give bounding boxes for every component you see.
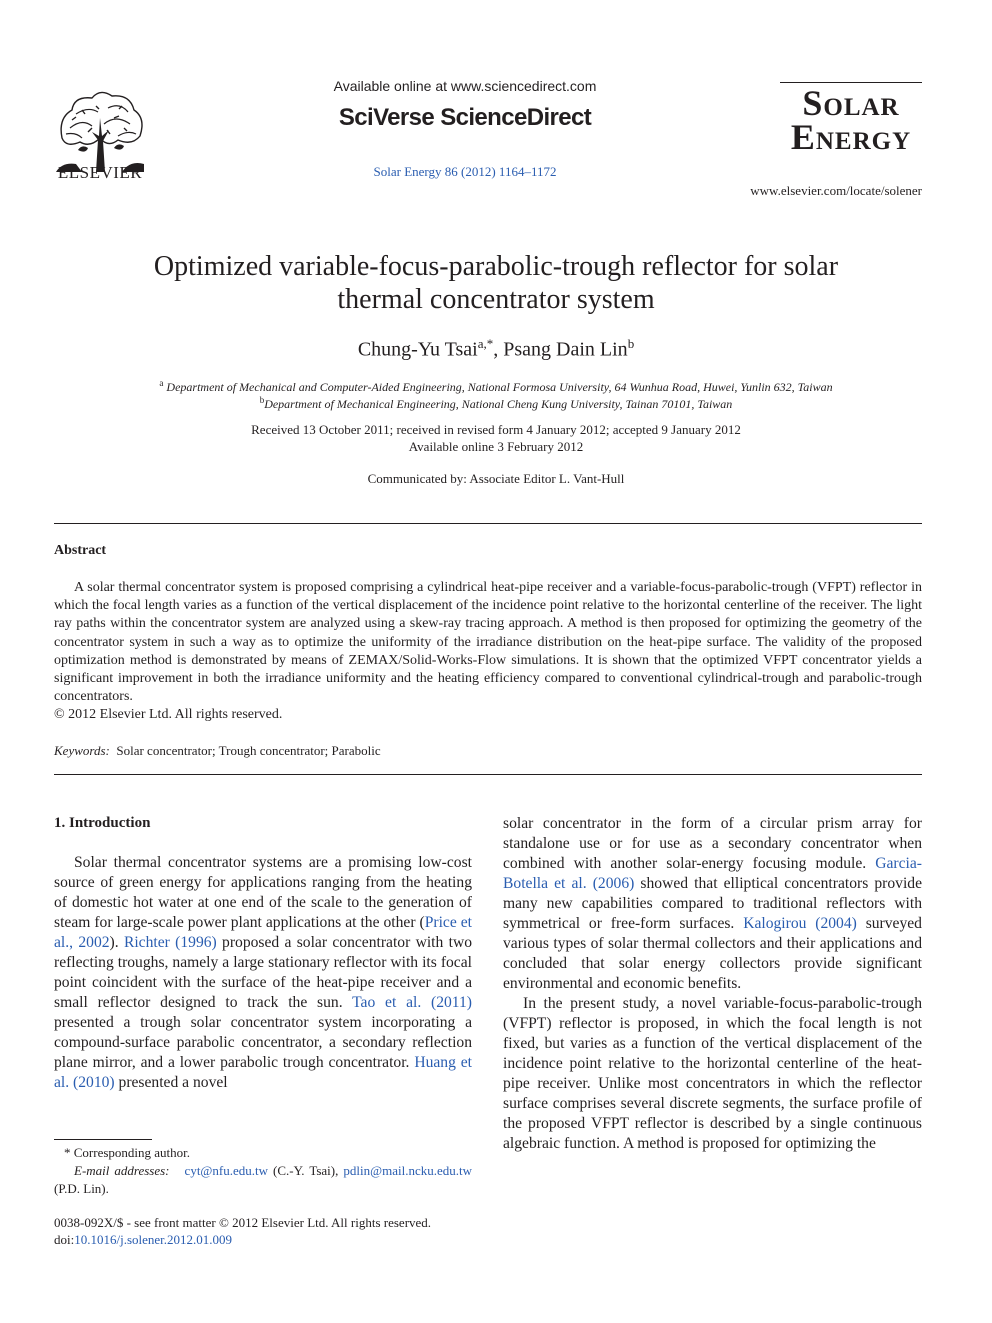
abstract-bottom-rule — [54, 774, 922, 775]
affiliation-b-text: Department of Mechanical Engineering, National Cheng Kung University, Tainan 70101, Taiwan — [264, 397, 733, 411]
intro-text: solar concentrator in the form of a circular prism array for standalone use or for use as a secondary concentrator when combined with another solar-energy focusing module. — [503, 815, 922, 872]
ref-richter-1996[interactable]: Richter (1996) — [123, 934, 217, 951]
affiliation-b — [40, 395, 952, 412]
received-dates: Received 13 October 2011; received in revised form 4 January 2012; accepted 9 January 2012 — [251, 422, 741, 437]
keywords — [54, 743, 381, 759]
email-addresses-note — [54, 1162, 472, 1198]
ref-price-2002[interactable]: Price et al., 2002 — [54, 914, 472, 951]
author-1-affiliation-marks[interactable]: a,* — [477, 336, 494, 351]
affiliation-a — [40, 378, 952, 395]
keywords-label: Keywords: — [54, 743, 110, 758]
ref-garcia-botella-2006[interactable]: Garcia-Botella et al. (2006) — [503, 855, 922, 892]
intro-text: showed that elliptical concentrators provide many new capabilities compared to traditional reflectors with symmetrical or free-form surfaces. — [503, 875, 922, 932]
journal-logo-line-2: Energy — [790, 117, 912, 157]
intro-text: Solar thermal concentrator systems are a promising low-cost source of green energy for applications ranging from the heating of domestic hot water at one end of the scale to the generation of steam for large-scale power plant applications at the other ( — [54, 854, 472, 931]
email-owner-tsai: (C.-Y. Tsai), — [268, 1163, 344, 1178]
abstract-top-rule — [54, 523, 922, 524]
email-label: E-mail addresses: — [74, 1163, 170, 1178]
ref-huang-2010[interactable]: Huang et al. (2010) — [54, 1054, 472, 1091]
journal-citation-link[interactable]: Solar Energy 86 (2012) 1164–1172 — [373, 164, 557, 179]
doi-link[interactable]: 10.1016/j.solener.2012.01.009 — [74, 1232, 233, 1247]
doi-label: doi: — [54, 1232, 75, 1247]
title-line-1: Optimized variable-focus-parabolic-trough reflector for solar — [153, 251, 839, 282]
author-separator: , — [493, 338, 504, 361]
body-column-left — [54, 853, 472, 1093]
email-link-lin[interactable]: pdlin@mail.ncku.edu.tw — [343, 1163, 472, 1178]
abstract-text: A solar thermal concentrator system is proposed comprising a cylindrical heat-pipe receiver and a variable-focus-parabolic-trough (VFPT) reflector in which the focal length varies as a function of the vertical displacement of the incidence point relative to the horizontal centerline of the receiver. The light ray paths within the concentrator system are analyzed using a skew-ray tracing approach. A method is then proposed for optimizing the geometry of the concentrator system in such a way as to optimize the uniformity of the irradiance distribution on the heat-pipe surface. The validity of the proposed optimization method is demonstrated by means of ZEMAX/Solid-Works-Flow simulations. It is shown that the optimized VFPT concentrator yields a significant improvement in both the irradiance uniformity and the heating efficiency compared to conventional cylindrical-trough and parabolic-trough concentrators. — [54, 580, 922, 705]
intro-paragraph-continued — [503, 814, 922, 994]
affiliation-a-text: Department of Mechanical and Computer-Aided Engineering, National Formosa University, 64 Wunhua Road, Huwei, Yunlin 632, Taiwan — [166, 380, 833, 394]
intro-text: presented a novel — [114, 1074, 228, 1091]
affiliation-b-label: b — [259, 395, 265, 405]
intro-paragraph-2: In the present study, a novel variable-focus-parabolic-trough (VFPT) reflector is proposed, in which the focal length is not fixed, but varies as a function of the vertical displacement of the incidence point relative to the horizontal centerline of the heat-pipe receiver. Unlike most concentrators in which the reflector surface comprises several discrete segments, the surface profile of the proposed VFPT reflector is described by a single continuous algebraic function. A method is proposed for optimizing the — [503, 995, 922, 1152]
intro-text: proposed a solar concentrator with two reflecting troughs, namely a large stationary reflector with its focal point coincident with the surface of the heat-pipe receiver and a small reflector designed to track the sun. — [54, 934, 472, 1011]
front-matter-line: 0038-092X/$ - see front matter © 2012 Elsevier Ltd. All rights reserved. — [54, 1215, 432, 1230]
article-dates — [60, 421, 932, 455]
intro-text: surveyed various types of solar thermal collectors and their applications and concluded that solar energy collectors provide significant environmental and economic benefits. — [503, 915, 922, 992]
intro-text: ). — [109, 934, 124, 951]
publisher-name: ELSEVIER — [57, 163, 143, 182]
journal-logo-line-1: Solar — [802, 83, 900, 123]
email-link-tsai[interactable]: cyt@nfu.edu.tw — [184, 1163, 268, 1178]
footnote-rule — [54, 1139, 152, 1140]
keywords-list: Solar concentrator; Trough concentrator; Parabolic — [116, 743, 381, 758]
doi-line — [54, 1232, 232, 1248]
author-list — [60, 336, 932, 362]
communicated-by: Communicated by: Associate Editor L. Vant-Hull — [367, 471, 625, 486]
available-online-date: Available online 3 February 2012 — [408, 439, 584, 454]
title-line-2: thermal concentrator system — [337, 284, 655, 315]
abstract-copyright: © 2012 Elsevier Ltd. All rights reserved. — [54, 707, 283, 722]
intro-text: presented a trough solar concentrator system incorporating a compound-surface parabolic concentrator, a secondary reflection plane mirror, and a lower parabolic trough concentrator. — [54, 1014, 472, 1071]
sciverse-sciencedirect-logo: SciVerse ScienceDirect — [338, 104, 592, 131]
available-online-line: Available online at www.sciencedirect.com — [333, 78, 597, 94]
journal-logo — [780, 83, 922, 157]
journal-url: www.elsevier.com/locate/solener — [750, 183, 922, 198]
corresponding-author-note: * Corresponding author. — [64, 1145, 191, 1160]
author-2-affiliation-mark[interactable]: b — [627, 336, 635, 351]
author-2: Psang Dain Lin — [503, 338, 628, 361]
ref-tao-2011[interactable]: Tao et al. (2011) — [352, 994, 473, 1011]
affiliation-a-label: a — [159, 378, 164, 388]
section-heading-introduction: 1. Introduction — [54, 815, 151, 831]
author-1: Chung-Yu Tsai — [357, 338, 478, 361]
ref-kalogirou-2004[interactable]: Kalogirou (2004) — [743, 915, 857, 932]
email-owner-lin: (P.D. Lin). — [54, 1181, 109, 1196]
body-column-right — [503, 814, 922, 1154]
article-title — [60, 250, 932, 316]
abstract-heading: Abstract — [54, 543, 107, 558]
